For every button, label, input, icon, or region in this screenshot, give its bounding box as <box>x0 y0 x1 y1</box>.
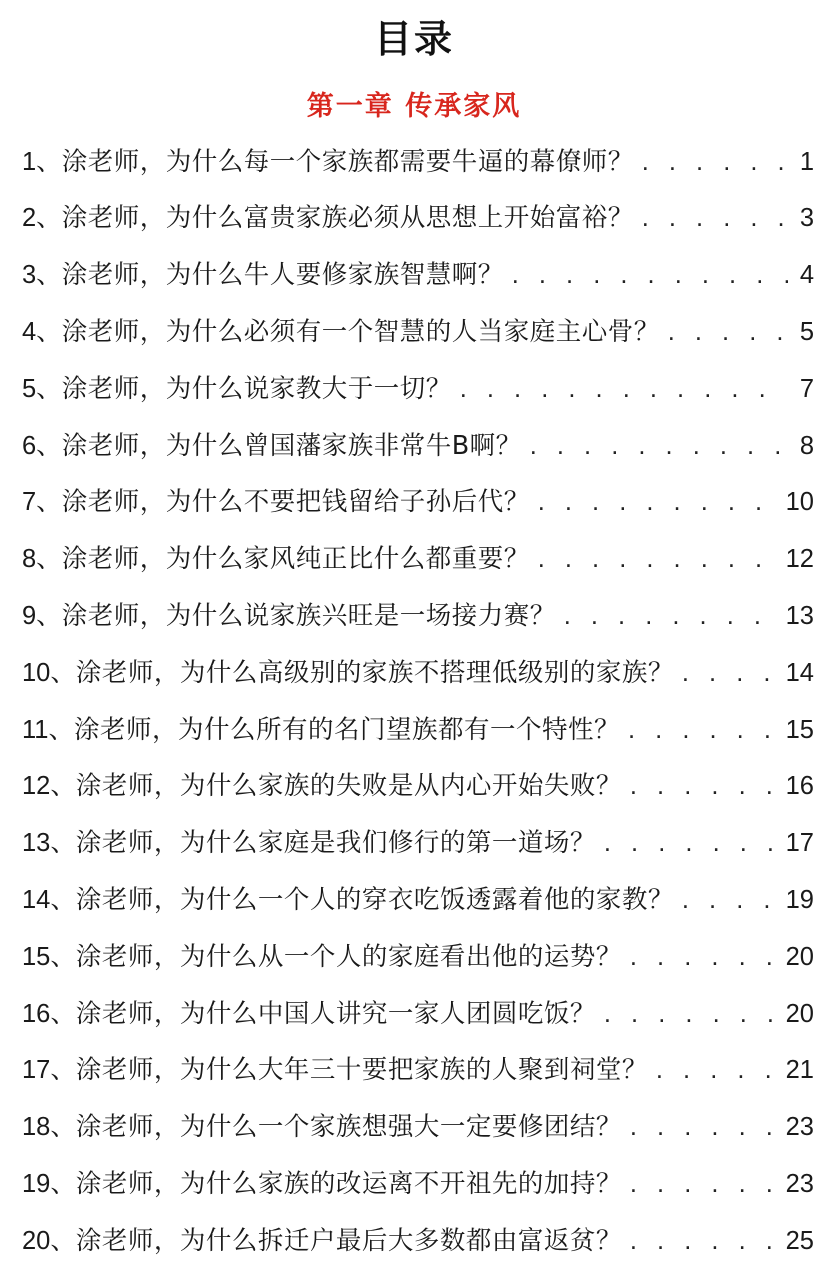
toc-dot-leader <box>604 1002 780 1028</box>
toc-entry-number: 19、 <box>22 1169 76 1198</box>
toc-entry <box>22 191 814 248</box>
chapter-heading: 第一章 传承家风 <box>306 91 522 122</box>
toc-entry-page: 20 <box>785 999 814 1028</box>
toc-entry-text: 涂老师，为什么不要把钱留给子孙后代？ <box>61 487 530 518</box>
toc-dot-leader <box>564 604 780 630</box>
toc-dot-leader <box>460 377 788 403</box>
toc-entry-page: 15 <box>785 715 814 744</box>
toc-entry-text: 涂老师，为什么家族的失败是从内心开始失败？ <box>75 771 622 802</box>
toc-entry <box>22 816 814 873</box>
toc-dot-leader <box>682 888 780 914</box>
toc-entry-text: 涂老师，为什么必须有一个智慧的人当家庭主心骨？ <box>61 317 660 348</box>
toc-entry-page: 16 <box>785 772 814 801</box>
toc-entry-text: 涂老师，为什么家族的改运离不开祖先的加持？ <box>75 1168 622 1199</box>
toc-entry-number: 10、 <box>22 658 76 687</box>
toc-entry-page: 12 <box>785 545 814 574</box>
toc-entry-text: 涂老师，为什么拆迁户最后大多数都由富返贫？ <box>75 1225 622 1256</box>
toc-entry-number: 20、 <box>22 1226 76 1255</box>
toc-dot-leader <box>538 490 780 516</box>
toc-entry-text: 涂老师，为什么富贵家族必须从思想上开始富裕？ <box>61 203 634 234</box>
toc-entry-page: 1 <box>799 147 814 176</box>
toc-entry-text: 涂老师，为什么说家教大于一切？ <box>61 373 452 404</box>
toc-entry-number: 11、 <box>22 715 74 744</box>
toc-entry <box>22 304 814 361</box>
toc-entry <box>22 929 814 986</box>
toc-entry-text: 涂老师，为什么从一个人的家庭看出他的运势？ <box>75 941 622 972</box>
toc-entry-page: 5 <box>799 318 814 347</box>
toc-entry-text: 涂老师，为什么所有的名门望族都有一个特性？ <box>73 714 620 745</box>
toc-dot-leader <box>656 1058 780 1084</box>
toc-entry <box>22 1043 814 1100</box>
toc-entry-number: 13、 <box>22 829 76 858</box>
toc-entry-page: 19 <box>785 886 814 914</box>
toc-entry-page: 25 <box>785 1226 814 1255</box>
toc-entry-page: 23 <box>785 1113 814 1142</box>
toc-dot-leader <box>630 1229 780 1255</box>
toc-entry-page: 13 <box>785 602 814 631</box>
toc-dot-leader <box>668 320 788 346</box>
toc-entry <box>22 702 814 759</box>
toc-entry <box>22 588 814 645</box>
toc-entry-text: 涂老师，为什么家庭是我们修行的第一道场？ <box>75 828 596 859</box>
toc-dot-leader <box>630 945 780 971</box>
toc-entry <box>22 645 814 702</box>
toc-dot-leader <box>642 150 788 176</box>
toc-entry <box>22 1213 814 1270</box>
toc-entry <box>22 759 814 816</box>
toc-entry-number: 7、 <box>22 488 62 517</box>
toc-entry <box>22 532 814 589</box>
toc-entry-text: 涂老师，为什么说家族兴旺是一场接力赛？ <box>61 601 556 632</box>
toc-entry <box>22 986 814 1043</box>
toc-entry-number: 9、 <box>22 602 62 631</box>
table-of-contents <box>22 134 814 1270</box>
toc-entry-number: 15、 <box>22 942 76 971</box>
toc-dot-leader <box>512 263 788 289</box>
toc-entry-text: 涂老师，为什么一个人的穿衣吃饭透露着他的家教？ <box>75 885 674 915</box>
toc-dot-leader <box>530 434 788 460</box>
toc-entry-number: 2、 <box>22 204 62 233</box>
toc-entry-text: 涂老师，为什么牛人要修家族智慧啊？ <box>61 260 504 291</box>
toc-entry <box>22 1100 814 1157</box>
toc-entry-text: 涂老师，为什么每一个家族都需要牛逼的幕僚师？ <box>61 146 634 177</box>
toc-entry-number: 3、 <box>22 261 62 290</box>
toc-entry-number: 5、 <box>22 374 62 403</box>
toc-entry-number: 16、 <box>22 999 76 1028</box>
toc-entry <box>22 134 814 191</box>
toc-entry <box>22 872 814 929</box>
toc-dot-leader <box>604 831 780 857</box>
toc-entry-page: 21 <box>785 1056 814 1085</box>
toc-entry <box>22 1156 814 1213</box>
toc-entry <box>22 418 814 475</box>
toc-entry-text: 涂老师，为什么家风纯正比什么都重要？ <box>61 544 530 575</box>
toc-dot-leader <box>630 774 780 800</box>
toc-entry <box>22 475 814 532</box>
toc-entry-page: 17 <box>785 829 814 858</box>
toc-entry-page: 3 <box>799 204 814 233</box>
toc-entry-text: 涂老师，为什么大年三十要把家族的人聚到祠堂？ <box>75 1055 648 1086</box>
toc-dot-leader <box>630 1115 780 1141</box>
toc-dot-leader <box>630 1172 780 1198</box>
toc-entry-page: 7 <box>799 374 814 403</box>
toc-entry-page: 14 <box>785 658 814 687</box>
toc-entry-text: 涂老师，为什么中国人讲究一家人团圆吃饭？ <box>75 998 596 1029</box>
toc-dot-leader <box>538 547 780 573</box>
toc-dot-leader <box>642 206 788 232</box>
toc-dot-leader <box>682 661 780 687</box>
toc-entry-text: 涂老师，为什么高级别的家族不搭理低级别的家族？ <box>75 657 674 688</box>
toc-dot-leader <box>628 718 780 744</box>
toc-entry-number: 1、 <box>22 147 62 176</box>
toc-entry <box>22 248 814 305</box>
toc-entry-page: 4 <box>799 261 814 290</box>
toc-entry-page: 20 <box>785 942 814 971</box>
toc-entry-number: 8、 <box>22 545 62 574</box>
toc-entry-text: 涂老师，为什么一个家族想强大一定要修团结？ <box>75 1112 622 1143</box>
toc-entry-text: 涂老师，为什么曾国藩家族非常牛B啊？ <box>61 430 522 461</box>
toc-entry-number: 14、 <box>22 886 76 914</box>
toc-entry-page: 8 <box>799 431 814 460</box>
toc-entry-number: 4、 <box>22 318 62 347</box>
toc-entry-number: 6、 <box>22 431 62 460</box>
toc-entry-number: 17、 <box>22 1056 76 1085</box>
toc-entry-number: 18、 <box>22 1113 76 1142</box>
toc-entry-page: 10 <box>785 488 814 517</box>
toc-entry-page: 23 <box>785 1169 814 1198</box>
page-title: 目录 <box>373 17 454 61</box>
toc-entry-number: 12、 <box>22 772 76 801</box>
toc-entry <box>22 361 814 418</box>
